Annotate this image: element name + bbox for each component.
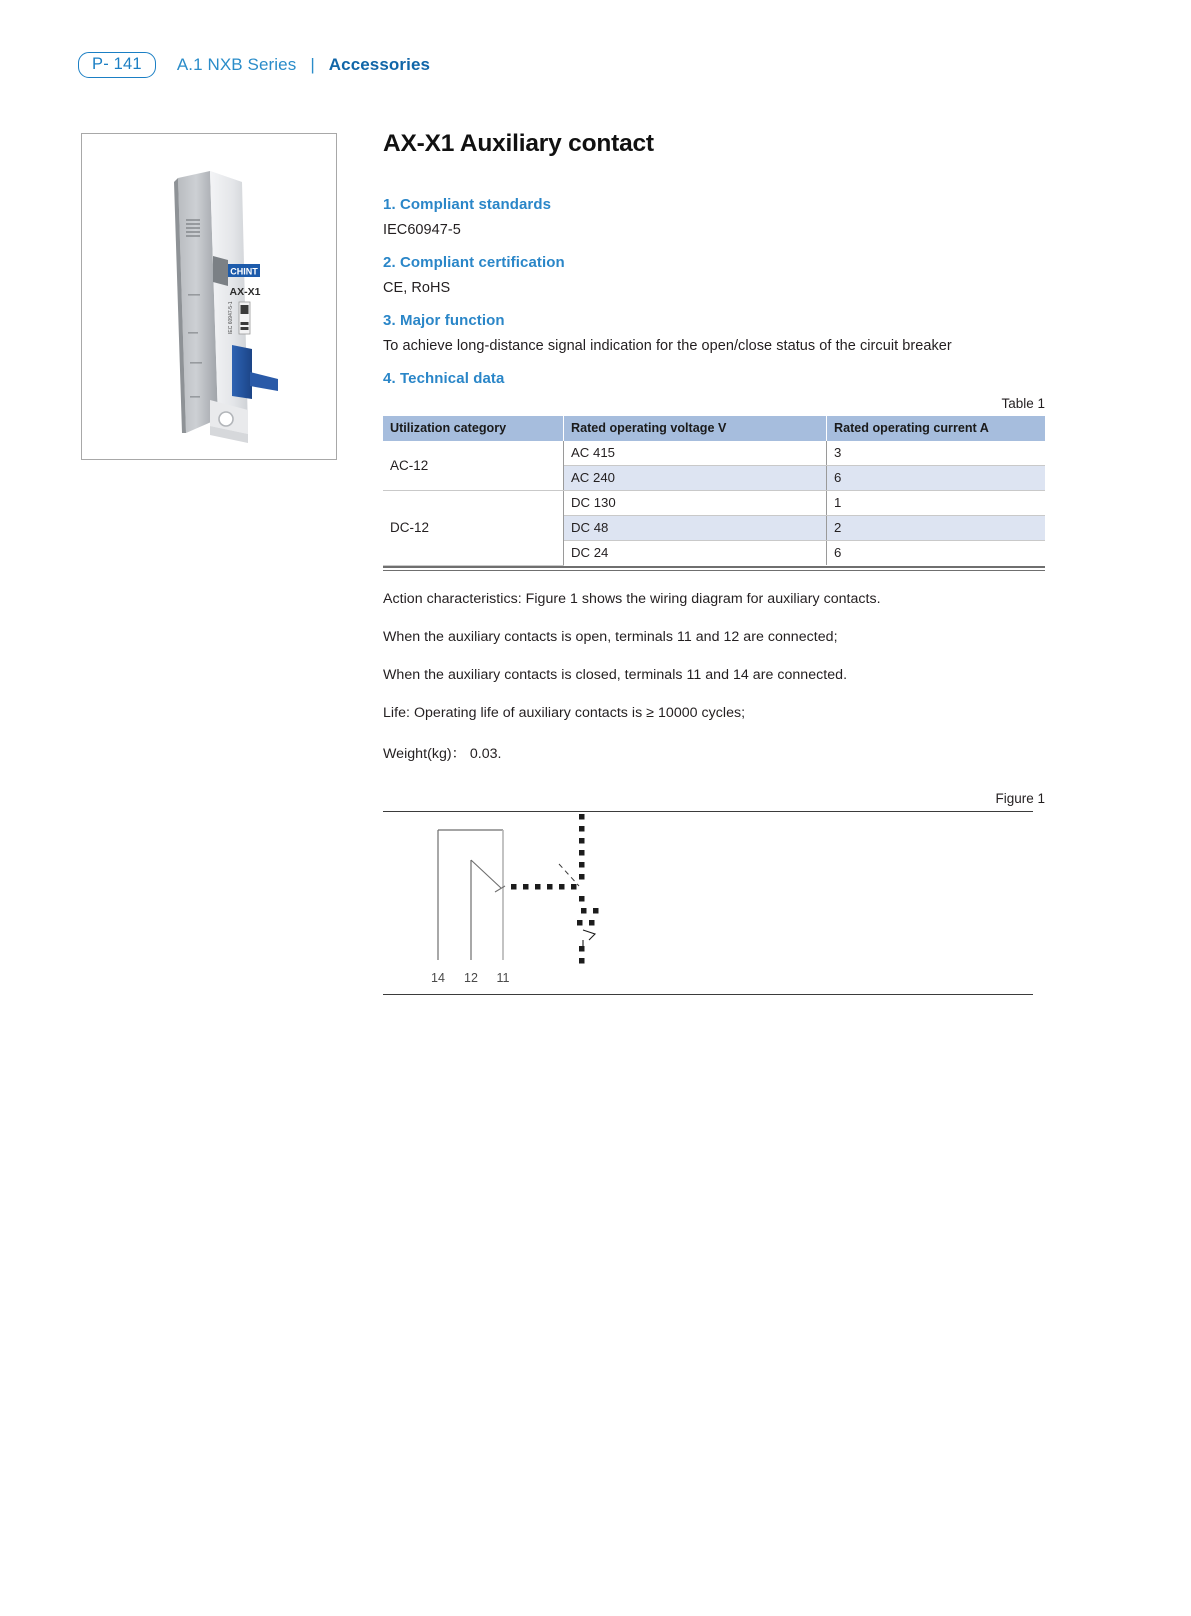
dotted-link-vertical-upper [579,814,585,880]
note-action-characteristics: Action characteristics: Figure 1 shows the wiring diagram for auxiliary contacts. [383,590,881,607]
ax-x1-auxiliary-contact-module-photo [82,134,336,459]
breadcrumb [78,52,430,78]
table-bottom-rule [383,566,1045,571]
page-title: AX-X1 Auxiliary contact [383,130,654,157]
product-standard-label: IEC 60947-5-1 [228,301,234,334]
cell-current: 6 [827,466,1046,491]
cell-voltage: DC 130 [564,491,827,516]
table-header-row [383,416,1045,441]
cell-voltage: DC 48 [564,516,827,541]
figure-bottom-rule [383,994,1033,995]
product-model-label: AX-X1 [229,286,261,298]
cell-voltage: AC 415 [564,441,827,466]
section-body-compliant-certification: CE, RoHS [383,280,451,296]
note-life: Life: Operating life of auxiliary contacts is ≥ 10000 cycles; [383,704,746,721]
wiring-diagram [383,812,1033,994]
cell-voltage: AC 240 [564,466,827,491]
section-heading-compliant-certification: 2. Compliant certification [383,254,565,271]
table-caption: Table 1 [1001,396,1045,411]
cell-current: 2 [827,516,1046,541]
section-body-major-function: To achieve long-distance signal indication for the open/close status of the circuit breaker [383,338,952,354]
section-heading-compliant-standards: 1. Compliant standards [383,196,552,213]
breadcrumb-series[interactable]: A.1 NXB Series [176,54,297,74]
dotted-link-vertical-lower [577,896,599,964]
page-number-badge: P- 141 [78,52,156,78]
cell-category-ac12: AC-12 [383,441,564,491]
breadcrumb-separator: | [310,54,315,74]
table-row [383,441,1045,466]
terminal-label-12: 12 [464,970,478,985]
note-closed-terminals: When the auxiliary contacts is closed, terminals 11 and 14 are connected. [383,666,848,683]
product-image-frame [81,133,337,460]
notes-list [383,591,1045,763]
column-header-rated-operating-current: Rated operating current A [827,416,1046,441]
terminal-label-14: 14 [431,970,445,985]
section-body-compliant-standards: IEC60947-5 [383,222,461,238]
product-brand-label: CHINT [230,266,258,277]
dotted-link-horizontal [511,884,577,890]
cell-current: 6 [827,541,1046,566]
technical-data-table [383,416,1045,566]
cell-voltage: DC 24 [571,545,609,560]
column-header-utilization-category: Utilization category [383,416,564,441]
table-row [383,491,1045,516]
section-heading-technical-data: 4. Technical data [383,370,505,387]
cell-current: 1 [827,491,1046,516]
section-heading-major-function: 3. Major function [383,312,505,329]
column-header-rated-operating-voltage: Rated operating voltage V [564,416,827,441]
cell-current: 3 [827,441,1046,466]
document-body [383,130,1045,995]
note-open-terminals: When the auxiliary contacts is open, terminals 11 and 12 are connected; [383,628,838,645]
breadcrumb-current: Accessories [328,54,431,74]
figure-caption: Figure 1 [995,790,1045,806]
note-weight: Weight(kg)： 0.03. [383,745,502,762]
cell-category-dc12: DC-12 [383,491,564,566]
terminal-label-11: 11 [496,970,510,985]
